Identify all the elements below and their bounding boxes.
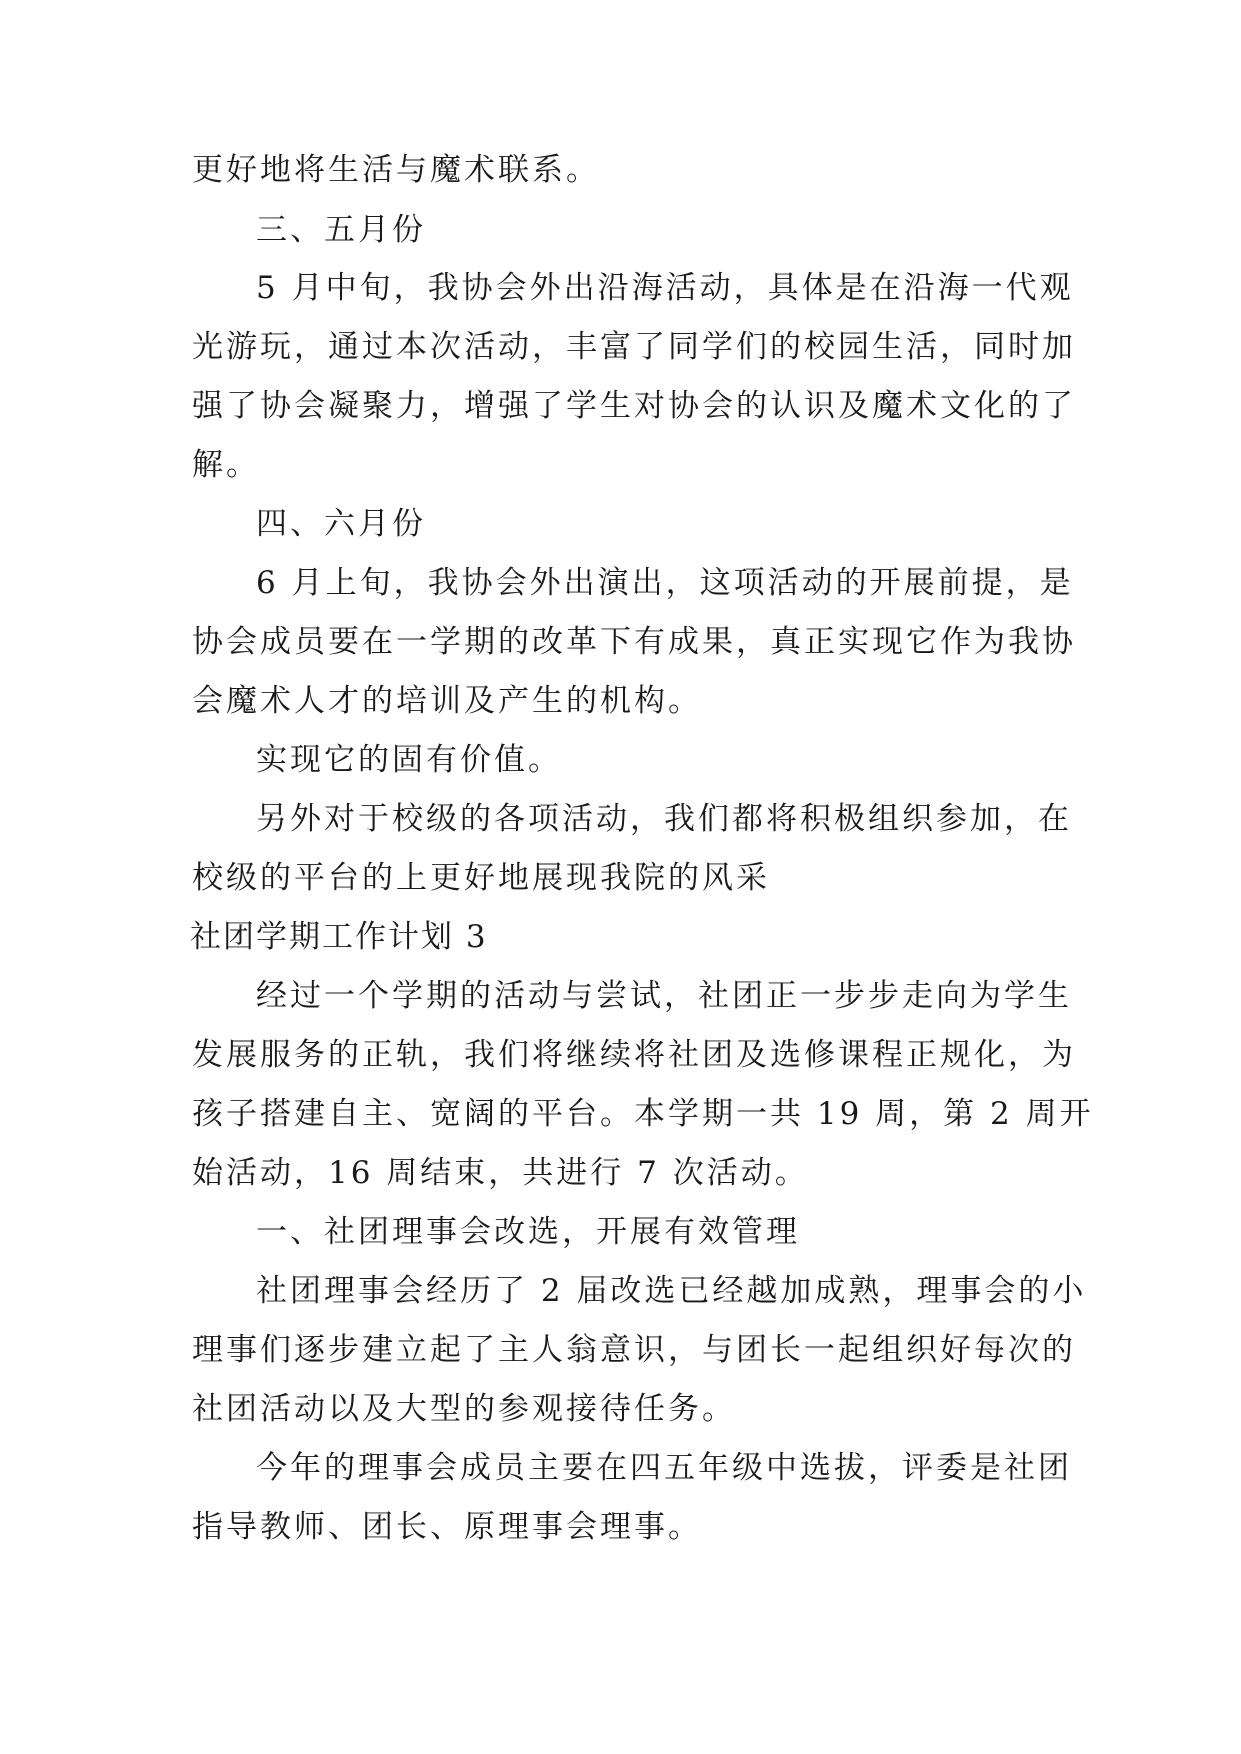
paragraph-line: 协会成员要在一学期的改革下有成果，真正实现它作为我协 <box>192 624 1076 660</box>
paragraph-line: 光游玩，通过本次活动，丰富了同学们的校园生活，同时加 <box>192 329 1076 365</box>
paragraph-line: 今年的理事会成员主要在四五年级中选拔，评委是社团 <box>256 1450 1072 1486</box>
paragraph-line: 更好地将生活与魔术联系。 <box>192 152 600 188</box>
paragraph-line: 5 月中旬，我协会外出沿海活动，具体是在沿海一代观 <box>256 270 1074 306</box>
paragraph-line: 孩子搭建自主、宽阔的平台。本学期一共 19 周，第 2 周开 <box>192 1096 1094 1132</box>
paragraph-line: 会魔术人才的培训及产生的机构。 <box>192 683 702 719</box>
paragraph-line: 社团活动以及大型的参观接待任务。 <box>192 1391 736 1427</box>
paragraph-line: 强了协会凝聚力，增强了学生对协会的认识及魔术文化的了 <box>192 388 1076 424</box>
paragraph-line: 发展服务的正轨，我们将继续将社团及选修课程正规化，为 <box>192 1037 1076 1073</box>
paragraph-line: 校级的平台的上更好地展现我院的风采 <box>192 860 770 896</box>
paragraph-line: 另外对于校级的各项活动，我们都将积极组织参加，在 <box>256 801 1072 837</box>
paragraph-line: 解。 <box>192 447 260 483</box>
document-title: 社团学期工作计划 3 <box>190 919 488 955</box>
paragraph-line: 实现它的固有价值。 <box>256 742 562 778</box>
section-heading-june: 四、六月份 <box>256 506 426 542</box>
paragraph-line: 经过一个学期的活动与尝试，社团正一步步走向为学生 <box>256 978 1072 1014</box>
paragraph-line: 6 月上旬，我协会外出演出，这项活动的开展前提，是 <box>256 565 1074 601</box>
paragraph-line: 指导教师、团长、原理事会理事。 <box>192 1509 702 1545</box>
paragraph-line: 社团理事会经历了 2 届改选已经越加成熟，理事会的小 <box>256 1273 1087 1309</box>
paragraph-line: 理事们逐步建立起了主人翁意识，与团长一起组织好每次的 <box>192 1332 1076 1368</box>
section-heading-may: 三、五月份 <box>256 212 426 248</box>
section-heading-council: 一、社团理事会改选，开展有效管理 <box>256 1214 800 1250</box>
paragraph-line: 始活动，16 周结束，共进行 7 次活动。 <box>192 1155 809 1191</box>
